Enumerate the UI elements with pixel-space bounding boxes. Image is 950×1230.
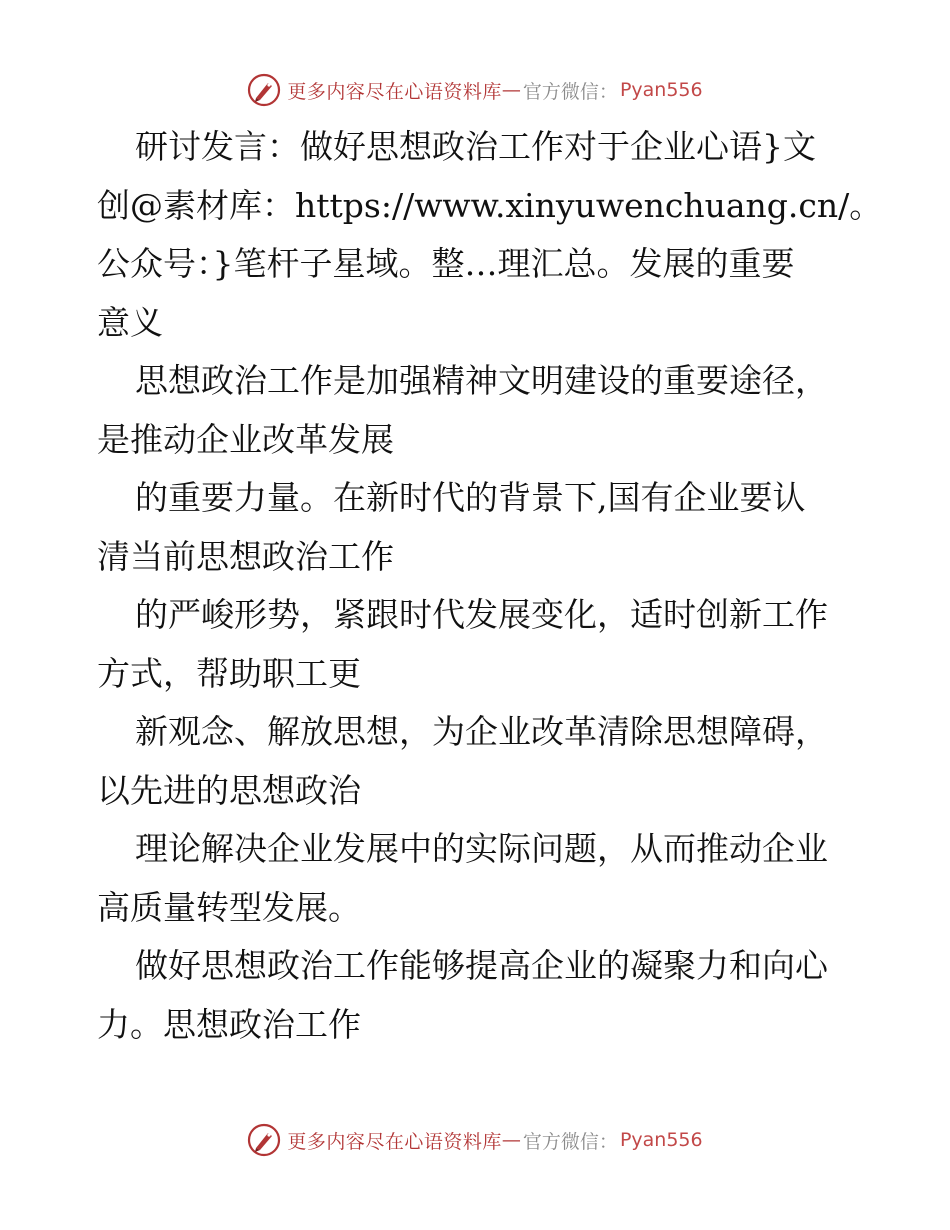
text-line: 公众号：}笔杆子星域。整…理汇总。发展的重要 <box>97 244 795 283</box>
text-line: 研讨发言：做好思想政治工作对于企业心语}文 <box>135 127 816 166</box>
banner-wechat-label: 官方微信： <box>522 1130 618 1153</box>
header-banner <box>0 70 950 110</box>
text-line: 意义 <box>97 302 163 342</box>
text-line: 的重要力量。在新时代的背景下,国有企业要认 <box>135 478 806 517</box>
text-line: 新观念、解放思想，为企业改革清除思想障碍， <box>135 712 828 751</box>
banner-dash: — <box>501 1129 521 1151</box>
footer-banner <box>0 1120 950 1160</box>
text-line: 创@素材库：https://www.xinyuwenchuang.cn/。 <box>97 185 883 225</box>
text-line: 做好思想政治工作能够提高企业的凝聚力和向心 <box>135 946 828 985</box>
document-body <box>97 118 883 1054</box>
banner-main-text: 更多内容尽在心语资料库 <box>287 1130 502 1153</box>
banner-wechat-label: 官方微信： <box>522 80 618 103</box>
banner-wechat-id: Pyan556 <box>619 79 703 101</box>
text-line: 方式，帮助职工更 <box>97 653 361 693</box>
text-line: 是推动企业改革发展 <box>97 419 394 459</box>
text-line: 力。思想政治工作 <box>97 1004 361 1044</box>
pen-nib-logo-icon <box>247 1123 281 1157</box>
banner-wechat-id: Pyan556 <box>619 1129 703 1151</box>
text-line: 高质量转型发展。 <box>97 887 361 927</box>
banner-main-text: 更多内容尽在心语资料库 <box>287 80 502 103</box>
text-line: 的严峻形势，紧跟时代发展变化，适时创新工作 <box>135 595 828 634</box>
pen-nib-logo-icon <box>247 73 281 107</box>
text-line: 思想政治工作是加强精神文明建设的重要途径， <box>135 361 828 400</box>
banner-dash: — <box>501 79 521 101</box>
text-line: 理论解决企业发展中的实际问题，从而推动企业 <box>135 829 828 868</box>
text-line: 以先进的思想政治 <box>97 770 361 810</box>
text-line: 清当前思想政治工作 <box>97 536 394 576</box>
